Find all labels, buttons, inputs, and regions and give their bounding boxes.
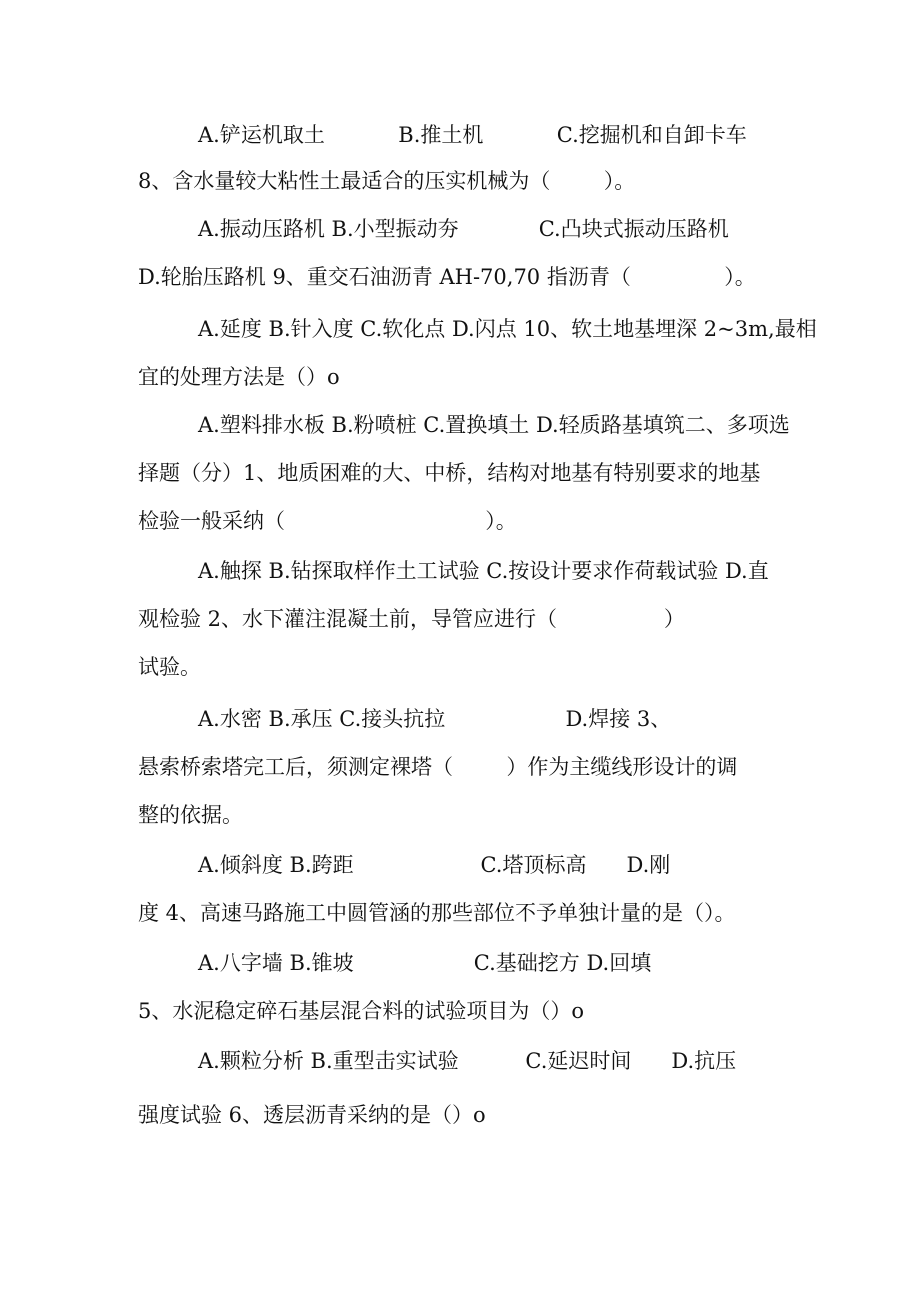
multi-q1-options-line: A.触探 B.钻探取样作土工试验 C.按设计要求作荷载试验 D.直	[198, 559, 769, 583]
multi-q4-options-line: A.八字墙 B.锥坡 C.基础挖方 D.回填	[198, 951, 652, 975]
multi-q2-options-line: A.水密 B.承压 C.接头抗拉 D.焊接 3、	[198, 707, 672, 731]
q10-question-line: 宜的处理方法是（）o	[138, 365, 340, 389]
q7-options-line: A.铲运机取土 B.推土机 C.挖掘机和自卸卡车	[198, 123, 747, 147]
multi-q2-line: 观检验 2、水下灌注混凝土前，导管应进行（ ）	[138, 607, 685, 631]
q9-options-q10-line: A.延度 B.针入度 C.软化点 D.闪点 10、软土地基埋深 2~3m,最相	[198, 317, 817, 341]
multi-q5-options-line: A.颗粒分析 B.重型击实试验 C.延迟时间 D.抗压	[198, 1049, 737, 1073]
q10-options-line: A.塑料排水板 B.粉喷桩 C.置换填土 D.轻质路基填筑二、多项选	[198, 413, 790, 437]
multi-q1-blank-line: 检验一般采纳（ ）。	[138, 509, 517, 533]
multi-q3-tail-line: 整的依据。	[138, 803, 243, 827]
multi-q4-line: 度 4、高速马路施工中圆管涵的那些部位不予单独计量的是（）。	[138, 901, 736, 925]
multi-q2-tail-line: 试验。	[138, 655, 201, 679]
q8-question-line: 8、含水量较大粘性土最适合的压实机械为（ ）。	[138, 169, 636, 193]
multi-q3-options-line: A.倾斜度 B.跨距 C.塔顶标高 D.刚	[198, 853, 671, 877]
q8-options-line: A.振动压路机 B.小型振动夯 C.凸块式振动压路机	[198, 217, 729, 241]
multi-q1-line: 择题（分）1、地质困难的大、中桥，结构对地基有特别要求的地基	[138, 461, 761, 485]
multi-q3-line: 悬索桥索塔完工后，须测定裸塔（ ）作为主缆线形设计的调	[138, 755, 738, 779]
q9-question-line: D.轮胎压路机 9、重交石油沥青 AH-70,70 指沥青（ ）。	[138, 265, 756, 289]
multi-q5-line: 5、水泥稳定碎石基层混合料的试验项目为（）o	[138, 999, 585, 1023]
multi-q6-line: 强度试验 6、透层沥青采纳的是（）o	[138, 1103, 486, 1127]
